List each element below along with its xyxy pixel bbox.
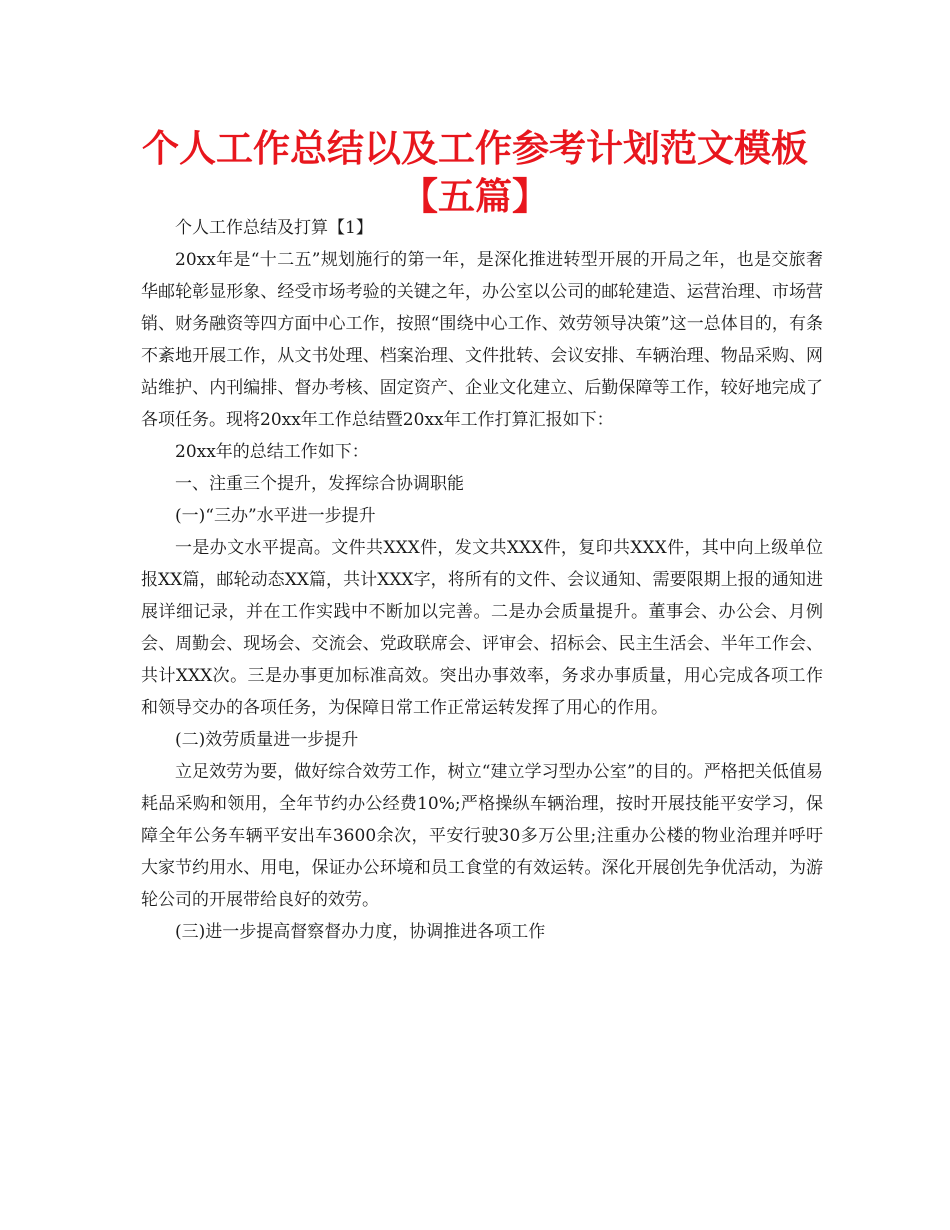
document-title-line-1: 个人工作总结以及工作参考计划范文模板 — [142, 127, 808, 170]
document-body — [141, 212, 823, 948]
paragraph-service-quality: 立足效劳为要，做好综合效劳工作，树立“建立学习型办公室”的目的。严格把关低值易耗品采购和领用，全年节约办公经费10%;严格操纵车辆治理，按时开展技能平安学习，保障全年公务车辆平安出车3600余次，平安行驶30多万公里;注重办公楼的物业治理并呼吁大家节约用水、用电，保证办公环境和员工食堂的有效运转。深化开展创先争优活动，为游轮公司的开展带给良好的效劳。 — [141, 762, 823, 910]
section-heading-1: 个人工作总结及打算【1】 — [175, 218, 373, 238]
heading-part-1: 一、注重三个提升，发挥综合协调职能 — [175, 474, 464, 494]
paragraph-office-work: 一是办文水平提高。文件共XXX件，发文共XXX件，复印共XXX件，其中向上级单位报XX篇，邮轮动态XX篇，共计XXX字，将所有的文件、会议通知、需要限期上报的通知进展详细记录，并在工作实践中不断加以完善。二是办会质量提升。董事会、办公会、月例会、周勤会、现场会、交流会、党政联席会、评审会、招标会、民主生活会、半年工作会、共计XXX次。三是办事更加标准高效。突出办事效率，务求办事质量，用心完成各项工作和领导交办的各项任务，为保障日常工作正常运转发挥了用心的作用。 — [141, 538, 823, 718]
subheading-3: (三)进一步提高督察督办力度，协调推进各项工作 — [175, 922, 546, 942]
intro-paragraph: 20xx年是“十二五”规划施行的第一年，是深化推进转型开展的开局之年，也是交旅奢华邮轮彰显形象、经受市场考验的关键之年，办公室以公司的邮轮建造、运营治理、市场营销、财务融资等四方面中心工作，按照“围绕中心工作、效劳领导决策”这一总体目的，有条不紊地开展工作，从文书处理、档案治理、文件批转、会议安排、车辆治理、物品采购、网站维护、内刊编排、督办考核、固定资产、企业文化建立、后勤保障等工作，较好地完成了各项任务。现将20xx年工作总结暨20xx年工作打算汇报如下： — [141, 250, 823, 430]
summary-intro: 20xx年的总结工作如下： — [175, 442, 369, 462]
document-title-line-2: 【五篇】 — [401, 175, 549, 218]
subheading-2: (二)效劳质量进一步提升 — [175, 730, 359, 750]
subheading-1: (一)“三办”水平进一步提升 — [175, 506, 376, 526]
